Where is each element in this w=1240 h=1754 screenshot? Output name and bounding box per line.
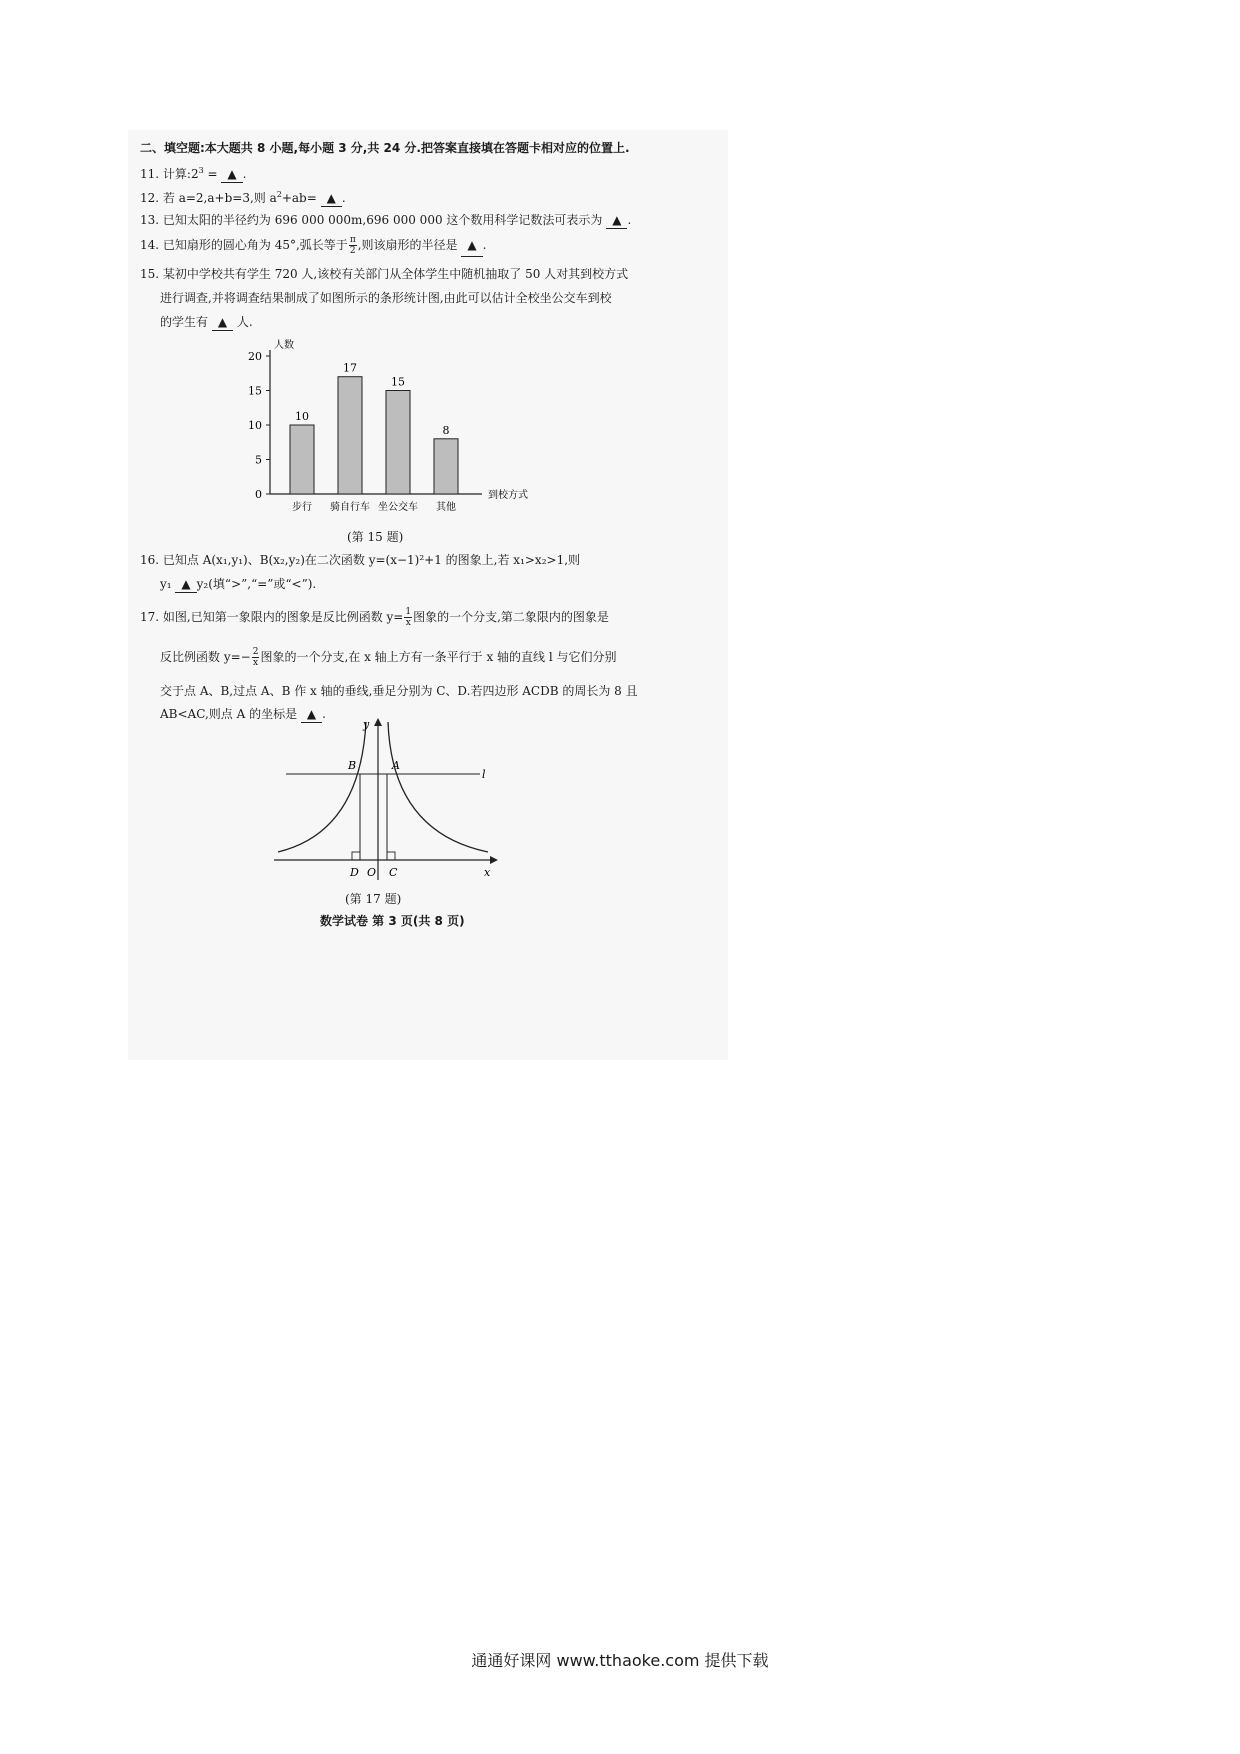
category-label: 步行: [292, 502, 312, 513]
y-tick-label: 15: [248, 384, 262, 398]
y-axis-arrow-icon: [374, 718, 382, 726]
bar-value-label: 8: [442, 423, 450, 437]
bar: [434, 439, 458, 494]
q15-line2: 进行调查,并将调查结果制成了如图所示的条形统计图,由此可以估计全校坐公交车到校: [160, 291, 612, 305]
q14-text: 14. 已知扇形的圆心角为 45°,弧长等于: [140, 238, 348, 252]
q16-line2: y₁ ▲ y₂(填“>”,“=”或“<”).: [160, 577, 317, 591]
q11-answer-blank: ▲: [221, 166, 242, 183]
bar: [386, 391, 410, 495]
label-x: x: [484, 866, 491, 879]
label-O: O: [367, 866, 377, 879]
q15-caption: (第 15 题): [347, 530, 404, 544]
label-C: C: [389, 866, 398, 879]
label-y: y: [363, 718, 370, 731]
q12-answer-blank: ▲: [321, 190, 342, 207]
q17-fraction-2: $\frac{2}{x}$: [252, 647, 259, 668]
y-axis-label: 人数: [274, 340, 294, 351]
bar: [290, 425, 314, 494]
q17-answer-blank: ▲: [301, 706, 322, 723]
q15-line3: 的学生有 ▲ 人.: [160, 315, 253, 329]
q12-eq: +ab=: [281, 191, 321, 205]
q16-answer-blank: ▲: [175, 576, 196, 593]
label-B: B: [348, 759, 357, 772]
q17-line2: 反比例函数 y=− $\frac{2}{x}$ 图象的一个分支,在 x 轴上方有一条平行于 x 轴的直线 l 与它们分别: [160, 647, 617, 668]
category-label: 骑自行车: [330, 502, 370, 513]
q11-exponent: 3: [198, 166, 204, 175]
q12-text: 12. 若 a=2,a+b=3,则 a: [140, 191, 277, 205]
download-footer: 通通好课网 www.tthaoke.com 提供下载: [471, 1651, 769, 1670]
bar-value-label: 17: [343, 361, 357, 375]
right-angle-C: [387, 852, 395, 860]
q14-fraction: $\frac{\pi}{2}$: [349, 235, 356, 256]
x-axis-arrow-icon: [490, 856, 498, 864]
q13-answer-blank: ▲: [606, 212, 627, 229]
bar: [338, 377, 362, 494]
page-info: 数学试卷 第 3 页(共 8 页): [320, 914, 465, 928]
q12-exponent: 2: [276, 190, 282, 199]
q17-line4: AB<AC,则点 A 的坐标是 ▲ .: [160, 707, 326, 721]
question-12: 12. 若 a=2,a+b=3,则 $a^2+ab=$ ▲ .: [140, 190, 346, 205]
bar-value-label: 15: [391, 375, 405, 389]
question-11: 11. 计算$:2^3$ = ▲ .: [140, 166, 247, 181]
q14-text-2: ,则该扇形的半径是: [357, 238, 458, 252]
q14-answer-blank: ▲: [461, 234, 482, 257]
category-label: 坐公交车: [378, 502, 418, 513]
curve-first-quadrant: [388, 722, 488, 852]
q16-line1: 16. 已知点 A(x₁,y₁)、B(x₂,y₂)在二次函数 y=(x−1)²+1 的图象上,若 x₁>x₂>1,则: [140, 553, 581, 567]
label-A: A: [392, 759, 400, 772]
q11-text: 11. 计算:2: [140, 167, 199, 181]
question-13: 13. 已知太阳的半径约为 696 000 000m,696 000 000 这个数用科学记数法可表示为 ▲ .: [140, 213, 632, 227]
label-l: l: [482, 768, 486, 781]
q17-caption: (第 17 题): [345, 892, 402, 906]
x-axis-label: 到校方式: [488, 490, 528, 501]
q17-line1: 17. 如图,已知第一象限内的图象是反比例函数 y= $\frac{1}{x}$ 图象的一个分支,第二象限内的图象是: [140, 607, 609, 628]
y-tick-label: 10: [248, 419, 262, 432]
y-tick-label: 5: [255, 453, 262, 467]
y-tick-label: 0: [255, 488, 262, 501]
bar-chart-q15: [240, 338, 560, 528]
q17-fraction-1: $\frac{1}{x}$: [405, 607, 412, 628]
category-label: 其他: [436, 502, 456, 513]
q11-eq: =: [203, 167, 222, 181]
bar-value-label: 10: [295, 410, 309, 423]
curve-second-quadrant: [278, 722, 366, 852]
label-D: D: [350, 866, 359, 879]
q15-line1: 15. 某初中学校共有学生 720 人,该校有关部门从全体学生中随机抽取了 50 人对其到校方式: [140, 267, 629, 281]
section-heading: 二、填空题:本大题共 8 小题,每小题 3 分,共 24 分.把答案直接填在答题卡相对应的位置上.: [140, 141, 630, 155]
q15-answer-blank: ▲: [212, 314, 233, 331]
y-tick-label: 20: [248, 350, 262, 363]
figure-q17: [268, 712, 504, 890]
right-angle-D: [352, 852, 360, 860]
question-14: 14. 已知扇形的圆心角为 45°,弧长等于 $\frac{\pi}{2}$ ,则该扇形的半径是 ▲ .: [140, 235, 487, 256]
q17-line3: 交于点 A、B,过点 A、B 作 x 轴的垂线,垂足分别为 C、D.若四边形 ACDB 的周长为 8 且: [160, 684, 638, 698]
q13-text: 13. 已知太阳的半径约为 696 000 000m,696 000 000 这个数用科学记数法可表示为: [140, 213, 603, 227]
